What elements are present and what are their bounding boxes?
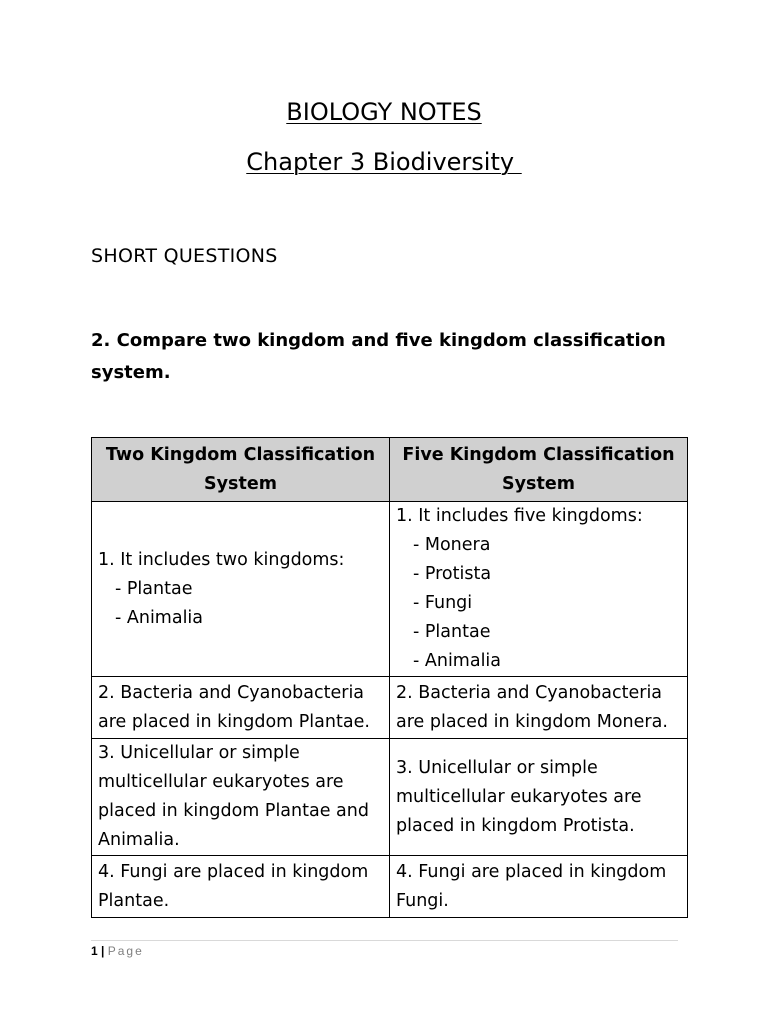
- two-kingdom-cell: 4. Fungi are placed in kingdom Plantae.: [92, 856, 390, 918]
- comparison-table: [91, 437, 688, 918]
- question-text: 2. Compare two kingdom and five kingdom classification system.: [91, 330, 666, 383]
- two-kingdom-cell: 2. Bacteria and Cyanobacteria are placed in kingdom Plantae.: [92, 677, 390, 739]
- list-item: - Monera: [413, 535, 491, 555]
- document-title-text: BIOLOGY NOTES: [286, 98, 482, 126]
- page-number: 1: [91, 944, 98, 958]
- table-row: [92, 677, 688, 739]
- two-kingdom-cell: 3. Unicellular or simple multicellular eukaryotes are placed in kingdom Plantae and Animalia.: [92, 739, 390, 856]
- two-kingdom-cell: [92, 502, 390, 677]
- table-row: [92, 739, 688, 856]
- footer-separator: |: [101, 944, 105, 958]
- page-label: Page: [107, 944, 144, 958]
- table-header-row: [92, 438, 688, 502]
- list-item: - Animalia: [115, 607, 204, 628]
- list-item: - Animalia: [413, 651, 502, 671]
- five-kingdom-cell: 4. Fungi are placed in kingdom Fungi.: [390, 856, 688, 918]
- five-kingdom-cell: [390, 502, 688, 677]
- footer-divider: [91, 940, 678, 941]
- table-row: [92, 502, 688, 677]
- list-item: - Plantae: [115, 578, 193, 599]
- list-item: - Plantae: [413, 622, 491, 642]
- list-item: - Protista: [413, 564, 492, 584]
- page-footer: [91, 943, 144, 959]
- five-kingdom-cell: 2. Bacteria and Cyanobacteria are placed in kingdom Monera.: [390, 677, 688, 739]
- header-two-kingdom: Two Kingdom Classification System: [92, 438, 390, 502]
- list-item: - Fungi: [413, 593, 473, 613]
- chapter-title-text: Chapter 3 Biodiversity: [246, 148, 522, 176]
- chapter-title: [0, 147, 768, 177]
- table-row: [92, 856, 688, 918]
- cell-text: 1. It includes five kingdoms:: [396, 506, 643, 526]
- section-heading: SHORT QUESTIONS: [91, 245, 278, 267]
- document-title: [0, 97, 768, 127]
- five-kingdom-cell: 3. Unicellular or simple multicellular eukaryotes are placed in kingdom Protista.: [390, 739, 688, 856]
- header-five-kingdom: Five Kingdom Classification System: [390, 438, 688, 502]
- cell-text: 1. It includes two kingdoms:: [98, 549, 345, 570]
